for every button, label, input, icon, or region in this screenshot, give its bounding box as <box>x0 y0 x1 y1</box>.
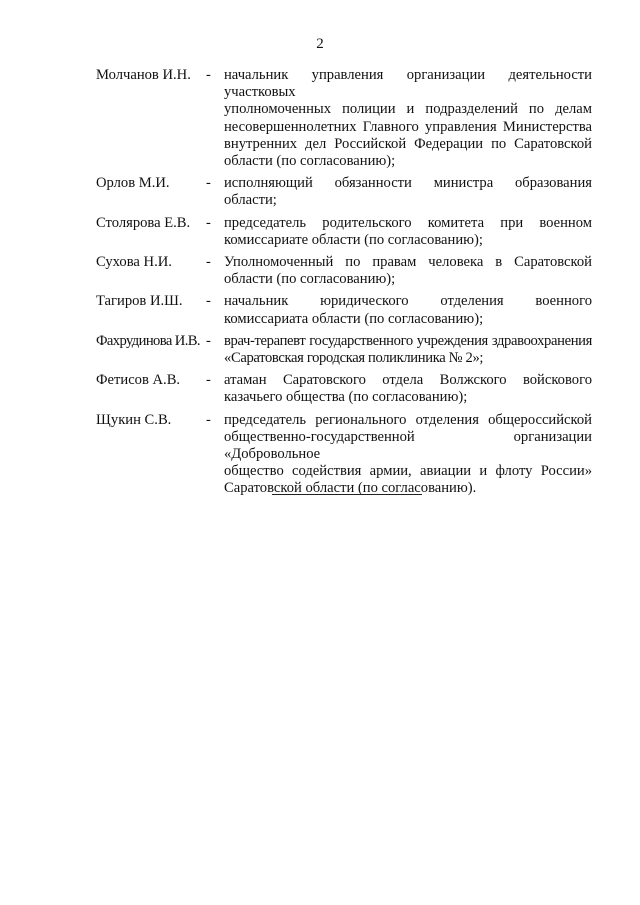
member-entry <box>96 254 592 288</box>
dash-separator: - <box>206 214 211 231</box>
dash-separator: - <box>206 293 211 310</box>
member-name: Молчанов И.Н. <box>96 67 191 83</box>
role-line: несовершеннолетних Главного управления Министерства <box>224 118 592 135</box>
member-name: Орлов М.И. <box>96 175 170 192</box>
role-line: Уполномоченный по правам человека в Саратовской <box>224 254 592 271</box>
member-role <box>224 254 592 288</box>
dash-separator: - <box>206 372 211 389</box>
member-role <box>224 215 592 249</box>
member-role <box>224 175 592 209</box>
member-role <box>224 412 592 498</box>
member-role <box>224 333 592 367</box>
role-line: «Саратовская городская поликлиника № 2»; <box>224 350 484 367</box>
member-entry <box>96 215 592 249</box>
role-line: области; <box>224 192 277 209</box>
role-line: начальник управления организации деятельности участковых <box>224 67 592 101</box>
member-entry <box>96 412 592 498</box>
role-line: председатель родительского комитета при военном <box>224 214 592 231</box>
dash-separator: - <box>206 254 211 271</box>
role-line: начальник юридического отделения военного <box>224 293 592 310</box>
role-line: Саратовской области (по согласованию). <box>224 480 477 497</box>
role-line: исполняющий обязанности министра образования <box>224 175 592 192</box>
role-line: врач-терапевт государственного учреждения здравоохранения <box>224 332 592 349</box>
dash-separator: - <box>206 175 211 192</box>
dash-separator: - <box>206 67 211 83</box>
member-entry <box>96 67 592 170</box>
role-line: комиссариате области (по согласованию); <box>224 231 483 248</box>
commission-member-list <box>96 67 592 503</box>
member-name: Столярова Е.В. <box>96 214 191 231</box>
member-entry <box>96 175 592 209</box>
member-name: Щукин С.В. <box>96 411 172 428</box>
member-name: Тагиров И.Ш. <box>96 293 183 310</box>
role-line: общество содействия армии, авиации и флоту России» <box>224 463 592 480</box>
role-line: области (по согласованию); <box>224 271 396 288</box>
member-entry <box>96 293 592 327</box>
member-name: Фахрудинова И.В. <box>96 332 200 349</box>
member-entry <box>96 333 592 367</box>
role-line: уполномоченных полиции и подразделений по делам <box>224 101 592 118</box>
member-role <box>224 293 592 327</box>
closing-divider <box>272 494 422 495</box>
page-number: 2 <box>316 36 324 52</box>
member-name: Сухова Н.И. <box>96 254 172 271</box>
member-name: Фетисов А.В. <box>96 372 181 389</box>
role-line: председатель регионального отделения общероссийской <box>224 411 592 428</box>
role-line: области (по согласованию); <box>224 153 396 170</box>
member-role <box>224 372 592 406</box>
dash-separator: - <box>206 411 211 428</box>
role-line: атаман Саратовского отдела Волжского войскового <box>224 372 592 389</box>
dash-separator: - <box>206 332 211 349</box>
role-line: внутренних дел Российской Федерации по Саратовской <box>224 135 592 152</box>
role-line: казачьего общества (по согласованию); <box>224 389 468 406</box>
role-line: комиссариата области (по согласованию); <box>224 310 484 327</box>
member-entry <box>96 372 592 406</box>
member-role <box>224 67 592 170</box>
role-line: общественно-государственной организации «Добровольное <box>224 428 592 463</box>
